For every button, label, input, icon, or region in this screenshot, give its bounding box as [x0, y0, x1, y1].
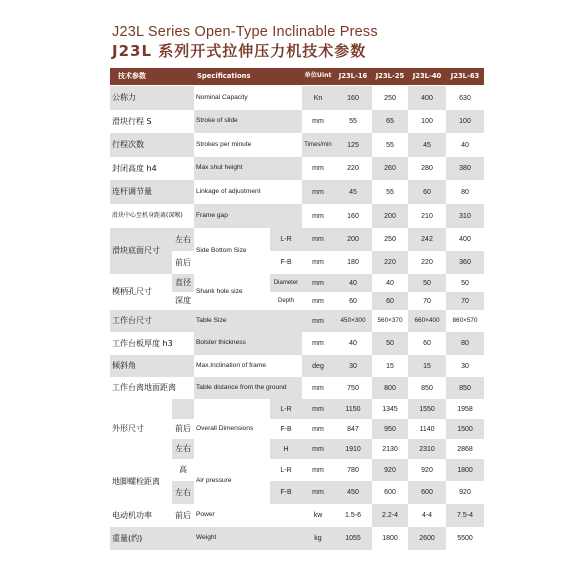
value-cell: 920	[408, 459, 446, 481]
value-cell: 2868	[446, 439, 484, 459]
row-unit: mm	[302, 251, 334, 274]
value-cell: 15	[372, 355, 408, 377]
header-spec-cell: Specifications	[194, 68, 302, 85]
direction-label: L-R	[270, 399, 302, 419]
value-cell: 80	[446, 180, 484, 204]
row-label-en: Stroke of slide	[194, 110, 302, 133]
value-cell: 1800	[372, 527, 408, 550]
row-label-zh: 工作台板厚度 h3	[110, 332, 194, 355]
row-label-en: Side Bottom Size	[194, 228, 270, 274]
row-label-zh: 行程次数	[110, 133, 194, 157]
row-unit: mm	[302, 310, 334, 332]
row-label-zh: 连杆调节量	[110, 180, 194, 204]
value-cell: 30	[334, 355, 372, 377]
value-cell: 55	[372, 133, 408, 157]
value-cell: 50	[372, 332, 408, 355]
value-cell: 1958	[446, 399, 484, 419]
row-label-zh: 封闭高度 h4	[110, 157, 194, 180]
value-cell: 7.5-4	[446, 504, 484, 527]
value-cell: 60	[334, 292, 372, 310]
value-cell: 160	[334, 86, 372, 110]
row-label-en: Strokes per minute	[194, 133, 302, 157]
row-unit: mm	[302, 228, 334, 251]
value-cell: 310	[446, 204, 484, 228]
value-cell: 400	[408, 86, 446, 110]
value-cell: 1800	[446, 459, 484, 481]
value-cell: 260	[372, 157, 408, 180]
value-cell: 2310	[408, 439, 446, 459]
row-label-en: Table distance from the ground	[194, 377, 302, 399]
value-cell: 800	[372, 377, 408, 399]
row-label-en: Nominal Capacity	[194, 86, 302, 110]
value-cell: 400	[446, 228, 484, 251]
value-cell: 250	[372, 86, 408, 110]
row-unit: kw	[302, 504, 334, 527]
row-unit: mm	[302, 332, 334, 355]
direction-label: Diameter	[270, 274, 302, 292]
value-cell: 45	[408, 133, 446, 157]
direction-label: F-B	[270, 481, 302, 504]
row-label-zh: 倾斜角	[110, 355, 194, 377]
row-label-zh: 工作台离地面距离	[110, 377, 194, 399]
value-cell: 600	[372, 481, 408, 504]
value-cell: 40	[334, 274, 372, 292]
row-label-en: Power	[194, 504, 302, 527]
value-cell: 847	[334, 419, 372, 439]
row-unit: mm	[302, 204, 334, 228]
value-cell: 55	[334, 110, 372, 133]
row-label-en: Shank hole size	[194, 274, 270, 310]
value-cell: 180	[334, 251, 372, 274]
value-cell: 860×570	[446, 310, 484, 332]
row-label-zh: 公称力	[110, 86, 194, 110]
row-label-en: Max.Inclination of frame	[194, 355, 302, 377]
row-unit: mm	[302, 157, 334, 180]
row-unit: Kn	[302, 86, 334, 110]
value-cell: 100	[446, 110, 484, 133]
value-cell: 280	[408, 157, 446, 180]
value-cell: 380	[446, 157, 484, 180]
row-label-en: Bolster thickness	[194, 332, 302, 355]
value-cell: 220	[408, 251, 446, 274]
value-cell: 50	[408, 274, 446, 292]
value-cell: 1140	[408, 419, 446, 439]
header-model-cell: J23L-40	[408, 68, 446, 85]
row-label-zh: 电动机功率	[110, 504, 172, 527]
value-cell: 60	[408, 332, 446, 355]
value-cell: 660×400	[408, 310, 446, 332]
value-cell: 2.2-4	[372, 504, 408, 527]
sub-label-zh: 前后	[172, 504, 194, 527]
sub-label-zh: 直径	[172, 274, 194, 292]
row-unit: mm	[302, 110, 334, 133]
row-unit: kg	[302, 527, 334, 550]
value-cell: 60	[372, 292, 408, 310]
row-label-zh: 模柄孔尺寸	[110, 274, 172, 310]
value-cell: 2130	[372, 439, 408, 459]
value-cell: 1150	[334, 399, 372, 419]
value-cell: 200	[372, 204, 408, 228]
value-cell: 750	[334, 377, 372, 399]
row-label-en: Overall Dimensions	[194, 399, 270, 459]
value-cell: 60	[408, 180, 446, 204]
value-cell: 1910	[334, 439, 372, 459]
sub-label-zh: 左右	[172, 481, 194, 504]
row-unit: mm	[302, 439, 334, 459]
value-cell: 920	[446, 481, 484, 504]
value-cell: 1345	[372, 399, 408, 419]
value-cell: 920	[372, 459, 408, 481]
title-english: J23L Series Open-Type Inclinable Press	[112, 24, 378, 40]
header-unit-cell: 单位Uint	[302, 68, 334, 85]
direction-label: F-B	[270, 419, 302, 439]
spec-table	[110, 68, 484, 550]
header-model-cell: J23L-16	[334, 68, 372, 85]
value-cell: 65	[372, 110, 408, 133]
value-cell: 220	[372, 251, 408, 274]
value-cell: 200	[334, 228, 372, 251]
row-unit: Times/min	[302, 133, 334, 157]
value-cell: 80	[446, 332, 484, 355]
row-unit: mm	[302, 377, 334, 399]
value-cell: 560×370	[372, 310, 408, 332]
row-unit: mm	[302, 481, 334, 504]
sub-label-zh: 高	[172, 459, 194, 481]
row-unit: mm	[302, 399, 334, 419]
direction-label: L-R	[270, 228, 302, 251]
value-cell: 5500	[446, 527, 484, 550]
row-label-zh: 滑块行程 S	[110, 110, 194, 133]
value-cell: 250	[372, 228, 408, 251]
row-label-en: Linkage of adjustment	[194, 180, 302, 204]
row-label-en: Frame gap	[194, 204, 302, 228]
row-unit: mm	[302, 419, 334, 439]
value-cell: 100	[408, 110, 446, 133]
direction-label: H	[270, 439, 302, 459]
row-label-zh: 地脚螺栓距离	[110, 459, 172, 504]
value-cell: 850	[408, 377, 446, 399]
row-unit: mm	[302, 180, 334, 204]
direction-label: Depth	[270, 292, 302, 310]
value-cell: 4-4	[408, 504, 446, 527]
row-label-zh: 滑块底面尺寸	[110, 228, 172, 274]
value-cell: 125	[334, 133, 372, 157]
value-cell: 30	[446, 355, 484, 377]
value-cell: 2600	[408, 527, 446, 550]
value-cell: 360	[446, 251, 484, 274]
value-cell: 160	[334, 204, 372, 228]
header-param-cell: 技术参数	[110, 68, 194, 85]
row-unit: mm	[302, 459, 334, 481]
value-cell: 40	[446, 133, 484, 157]
title-chinese: J23L 系列开式拉伸压力机技术参数	[112, 42, 367, 60]
value-cell: 70	[408, 292, 446, 310]
value-cell: 1500	[446, 419, 484, 439]
value-cell: 450	[334, 481, 372, 504]
value-cell: 40	[372, 274, 408, 292]
value-cell: 1550	[408, 399, 446, 419]
sub-label-zh: 前后	[172, 419, 194, 439]
direction-label: L-R	[270, 459, 302, 481]
value-cell: 600	[408, 481, 446, 504]
sub-label-zh: 左右	[172, 439, 194, 459]
value-cell: 210	[408, 204, 446, 228]
row-label-en: Max shut height	[194, 157, 302, 180]
row-unit: deg	[302, 355, 334, 377]
sub-label-zh: 前后	[172, 251, 194, 274]
sub-label-zh: 左右	[172, 228, 194, 251]
row-label-zh: 工作台尺寸	[110, 310, 194, 332]
value-cell: 50	[446, 274, 484, 292]
value-cell: 630	[446, 86, 484, 110]
value-cell: 40	[334, 332, 372, 355]
row-label-en: Air pressure	[194, 459, 270, 504]
row-label-zh: 滑块中心至机身距离(深喉)	[110, 204, 194, 228]
value-cell: 450×300	[334, 310, 372, 332]
header-model-cell: J23L-63	[446, 68, 484, 85]
row-unit: mm	[302, 274, 334, 292]
value-cell: 850	[446, 377, 484, 399]
direction-label: F-B	[270, 251, 302, 274]
value-cell: 15	[408, 355, 446, 377]
value-cell: 55	[372, 180, 408, 204]
row-label-en: Weight	[194, 527, 302, 550]
value-cell: 45	[334, 180, 372, 204]
row-label-zh: 重量(约)	[110, 527, 194, 550]
row-unit: mm	[302, 292, 334, 310]
row-label-en: Table Size	[194, 310, 302, 332]
value-cell: 950	[372, 419, 408, 439]
sub-label-zh: 深度	[172, 292, 194, 310]
value-cell: 780	[334, 459, 372, 481]
value-cell: 220	[334, 157, 372, 180]
value-cell: 1055	[334, 527, 372, 550]
header-model-cell: J23L-25	[372, 68, 408, 85]
value-cell: 70	[446, 292, 484, 310]
value-cell: 242	[408, 228, 446, 251]
value-cell: 1.5-6	[334, 504, 372, 527]
row-label-zh: 外形尺寸	[110, 399, 172, 459]
sub-label-zh	[172, 399, 194, 419]
